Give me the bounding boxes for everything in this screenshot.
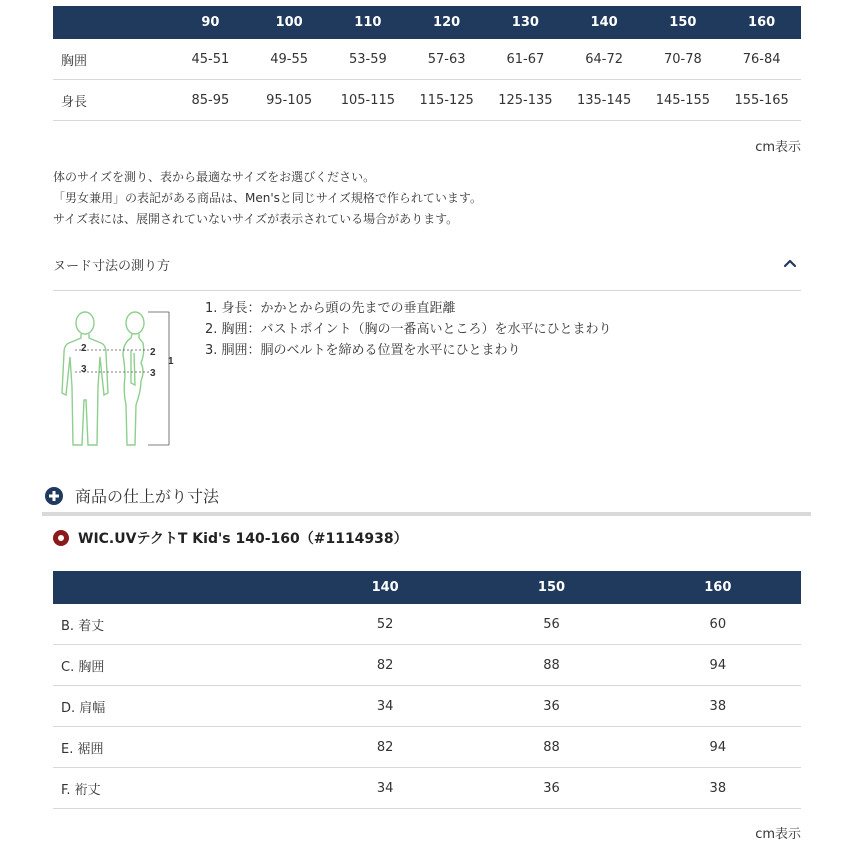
table-cell: 36 — [468, 686, 634, 727]
table-cell: 53-59 — [329, 39, 408, 80]
table-cell: 76-84 — [722, 39, 801, 80]
table-cell: 85-95 — [171, 80, 250, 121]
header-cell: 100 — [250, 6, 329, 39]
header-cell: 110 — [329, 6, 408, 39]
note-line: 「男女兼用」の表記がある商品は、Men'sと同じサイズ規格で作られています。 — [53, 191, 482, 205]
table-cell: 94 — [635, 727, 801, 768]
body-measurement-figure — [53, 305, 183, 450]
table-cell: 115-125 — [407, 80, 486, 121]
header-cell: 140 — [302, 571, 468, 604]
table-row — [53, 39, 801, 80]
figure-label-chest-front: 2 — [81, 343, 87, 354]
table-cell: 82 — [302, 645, 468, 686]
table-cell: 45-51 — [171, 39, 250, 80]
measure-step: 3. 胴囲：胴のベルトを締める位置を水平にひとまわり — [205, 343, 521, 358]
header-cell: 160 — [722, 6, 801, 39]
header-cell: 90 — [171, 6, 250, 39]
size-chart — [53, 6, 801, 121]
finished-table-header — [53, 571, 801, 604]
table-cell: 125-135 — [486, 80, 565, 121]
row-label: E. 裾囲 — [53, 727, 302, 768]
table-cell: 52 — [302, 604, 468, 645]
header-cell — [53, 571, 302, 604]
table-cell: 56 — [468, 604, 634, 645]
table-cell: 57-63 — [407, 39, 486, 80]
finished-size-table — [53, 571, 801, 809]
measure-step: 2. 胸囲：バストポイント（胸の一番高いところ）を水平にひとまわり — [205, 322, 612, 337]
table-cell: 38 — [635, 768, 801, 809]
table-cell: 95-105 — [250, 80, 329, 121]
product-heading — [53, 528, 408, 548]
table-cell: 61-67 — [486, 39, 565, 80]
chevron-up-icon[interactable] — [783, 256, 797, 270]
table-cell: 135-145 — [565, 80, 644, 121]
measure-steps — [205, 298, 612, 361]
figure-label-waist-side: 3 — [150, 368, 156, 379]
header-cell: 150 — [468, 571, 634, 604]
row-label: 身長 — [53, 80, 171, 121]
table-cell: 60 — [635, 604, 801, 645]
figure-label-chest-side: 2 — [150, 347, 156, 358]
table-cell: 64-72 — [565, 39, 644, 80]
size-chart-header — [53, 6, 801, 39]
table-cell: 82 — [302, 727, 468, 768]
table-row — [53, 727, 801, 768]
unit-label: cm表示 — [755, 827, 801, 842]
table-cell: 34 — [302, 768, 468, 809]
row-label: C. 胸囲 — [53, 645, 302, 686]
header-cell — [53, 6, 171, 39]
row-label: F. 裄丈 — [53, 768, 302, 809]
finished-section-heading — [45, 484, 219, 507]
table-cell: 36 — [468, 768, 634, 809]
table-cell: 70-78 — [644, 39, 723, 80]
accordion-title: ヌード寸法の測り方 — [53, 259, 171, 274]
figure-label-waist-front: 3 — [81, 364, 87, 375]
header-cell: 150 — [644, 6, 723, 39]
note-line: 体のサイズを測り、表から最適なサイズをお選びください。 — [53, 170, 376, 184]
table-cell: 88 — [468, 727, 634, 768]
row-label: D. 肩幅 — [53, 686, 302, 727]
table-cell: 145-155 — [644, 80, 723, 121]
unit-label: cm表示 — [755, 140, 801, 155]
header-cell: 140 — [565, 6, 644, 39]
figure-label-height: 1 — [168, 356, 174, 367]
table-row — [53, 645, 801, 686]
row-label: 胸囲 — [53, 39, 171, 80]
measure-accordion-header[interactable] — [53, 250, 801, 291]
table-cell: 38 — [635, 686, 801, 727]
table-cell: 94 — [635, 645, 801, 686]
header-cell: 130 — [486, 6, 565, 39]
plus-circle-icon — [45, 487, 63, 505]
row-label: B. 着丈 — [53, 604, 302, 645]
note-line: サイズ表には、展開されていないサイズが表示されている場合があります。 — [53, 212, 459, 226]
table-cell: 155-165 — [722, 80, 801, 121]
table-row — [53, 604, 801, 645]
bullet-circle-icon — [53, 530, 69, 546]
table-cell: 105-115 — [329, 80, 408, 121]
measure-step: 1. 身長：かかとから頭の先までの垂直距離 — [205, 301, 456, 316]
header-cell: 120 — [407, 6, 486, 39]
section-divider — [42, 512, 811, 516]
table-cell: 34 — [302, 686, 468, 727]
table-cell: 88 — [468, 645, 634, 686]
product-name: WIC.UVテクトT Kid's 140-160（#1114938） — [78, 531, 408, 547]
table-row — [53, 768, 801, 809]
table-cell: 49-55 — [250, 39, 329, 80]
size-notes — [53, 167, 801, 230]
table-row — [53, 686, 801, 727]
section-title: 商品の仕上がり寸法 — [75, 487, 220, 506]
table-row — [53, 80, 801, 121]
header-cell: 160 — [635, 571, 801, 604]
